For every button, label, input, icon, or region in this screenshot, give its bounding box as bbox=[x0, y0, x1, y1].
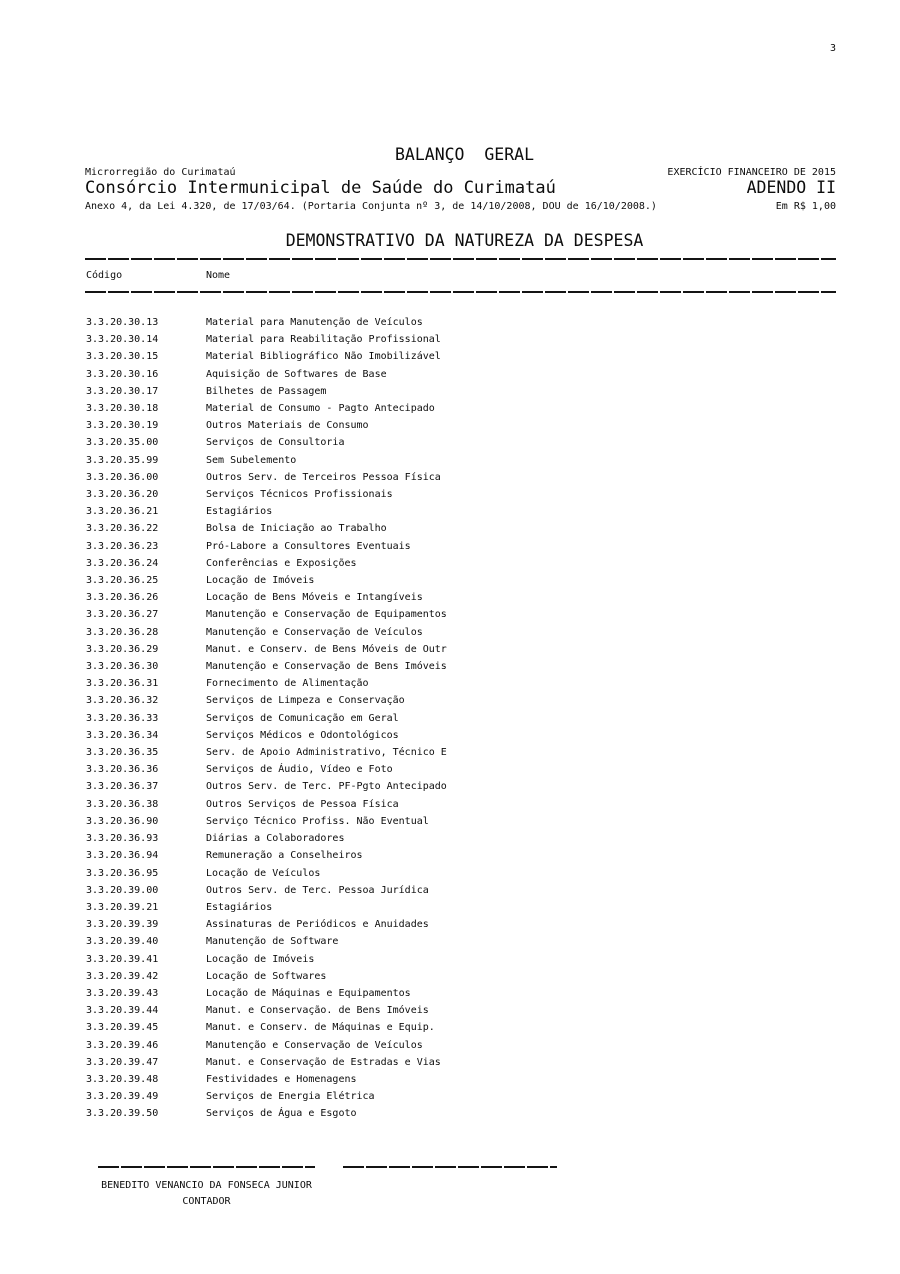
row-name: Manutenção e Conservação de Bens Imóveis bbox=[206, 661, 447, 673]
table-row bbox=[86, 916, 860, 933]
row-code: 3.3.20.30.16 bbox=[86, 368, 159, 380]
signature-line-right bbox=[343, 1166, 557, 1168]
table-row bbox=[86, 555, 860, 572]
table-row bbox=[86, 1105, 860, 1122]
row-code: 3.3.20.36.23 bbox=[86, 540, 159, 552]
row-name: Remuneração a Conselheiros bbox=[206, 850, 363, 862]
row-code: 3.3.20.39.41 bbox=[86, 953, 159, 965]
table-row bbox=[86, 348, 860, 365]
row-code: 3.3.20.36.38 bbox=[86, 798, 159, 810]
row-code: 3.3.20.39.47 bbox=[86, 1056, 159, 1068]
row-name: Locação de Imóveis bbox=[206, 575, 315, 587]
row-code: 3.3.20.39.44 bbox=[86, 1005, 159, 1017]
row-name: Locação de Imóveis bbox=[206, 953, 315, 965]
table-row bbox=[86, 503, 860, 520]
table-header-divider bbox=[85, 291, 836, 293]
table-row bbox=[86, 434, 860, 451]
table-row bbox=[86, 486, 860, 503]
table-row bbox=[86, 417, 860, 434]
row-name: Manut. e Conserv. de Máquinas e Equip. bbox=[206, 1022, 435, 1034]
row-name: Bilhetes de Passagem bbox=[206, 385, 327, 397]
document-title: BALANÇO GERAL bbox=[394, 145, 535, 164]
table-row bbox=[86, 1071, 860, 1088]
legal-reference: Anexo 4, da Lei 4.320, de 17/03/64. (Portaria Conjunta nº 3, de 14/10/2008, DOU de 16/10/2008.) bbox=[85, 201, 657, 212]
row-name: Bolsa de Iniciação ao Trabalho bbox=[206, 523, 387, 535]
row-name: Locação de Bens Móveis e Intangíveis bbox=[206, 592, 423, 604]
row-code: 3.3.20.36.95 bbox=[86, 867, 159, 879]
row-name: Diárias a Colaboradores bbox=[206, 833, 345, 845]
row-code: 3.3.20.36.25 bbox=[86, 575, 159, 587]
table-row bbox=[86, 761, 860, 778]
row-code: 3.3.20.36.90 bbox=[86, 815, 159, 827]
table-row bbox=[86, 727, 860, 744]
row-name: Manut. e Conservação. de Bens Imóveis bbox=[206, 1005, 429, 1017]
table-row bbox=[86, 538, 860, 555]
row-name: Serviços Técnicos Profissionais bbox=[206, 489, 393, 501]
row-code: 3.3.20.39.40 bbox=[86, 936, 159, 948]
table-row bbox=[86, 520, 860, 537]
row-name: Material para Reabilitação Profissional bbox=[206, 334, 441, 346]
table-row bbox=[86, 452, 860, 469]
row-name: Serviços de Áudio, Vídeo e Foto bbox=[206, 764, 393, 776]
row-name: Serviço Técnico Profiss. Não Eventual bbox=[206, 815, 429, 827]
row-code: 3.3.20.39.39 bbox=[86, 919, 159, 931]
row-name: Fornecimento de Alimentação bbox=[206, 678, 369, 690]
row-name: Estagiários bbox=[206, 506, 273, 518]
row-code: 3.3.20.30.13 bbox=[86, 317, 159, 328]
entity-name: Consórcio Intermunicipal de Saúde do Curimataú bbox=[85, 178, 556, 198]
row-name: Material de Consumo - Pagto Antecipado bbox=[206, 403, 435, 415]
row-code: 3.3.20.35.00 bbox=[86, 437, 159, 449]
table-row bbox=[86, 813, 860, 830]
table-row bbox=[86, 847, 860, 864]
row-code: 3.3.20.36.32 bbox=[86, 695, 159, 707]
table-row bbox=[86, 314, 860, 331]
row-name: Festividades e Homenagens bbox=[206, 1073, 357, 1085]
page-number: 3 bbox=[829, 43, 836, 54]
row-code: 3.3.20.39.48 bbox=[86, 1073, 159, 1085]
row-code: 3.3.20.39.00 bbox=[86, 884, 159, 896]
row-name: Locação de Máquinas e Equipamentos bbox=[206, 987, 411, 999]
signatory-name: BENEDITO VENANCIO DA FONSECA JUNIOR bbox=[101, 1180, 312, 1191]
table-row bbox=[86, 1002, 860, 1019]
table-row bbox=[86, 366, 860, 383]
row-code: 3.3.20.39.21 bbox=[86, 901, 159, 913]
row-name: Serviços de Energia Elétrica bbox=[206, 1091, 375, 1103]
table-row bbox=[86, 1019, 860, 1036]
table-row bbox=[86, 383, 860, 400]
row-name: Pró-Labore a Consultores Eventuais bbox=[206, 540, 411, 552]
row-code: 3.3.20.36.24 bbox=[86, 557, 159, 569]
table-row bbox=[86, 865, 860, 882]
table-top-divider bbox=[85, 258, 836, 260]
row-code: 3.3.20.36.94 bbox=[86, 850, 159, 862]
row-code: 3.3.20.36.00 bbox=[86, 471, 159, 483]
table-row bbox=[86, 882, 860, 899]
row-name: Serviços de Consultoria bbox=[206, 437, 345, 449]
row-name: Manutenção e Conservação de Veículos bbox=[206, 626, 423, 638]
row-code: 3.3.20.39.46 bbox=[86, 1039, 159, 1051]
column-header-name: Nome bbox=[206, 270, 231, 281]
table-row bbox=[86, 968, 860, 985]
row-code: 3.3.20.39.45 bbox=[86, 1022, 159, 1034]
region-name: Microrregião do Curimataú bbox=[85, 167, 236, 178]
row-code: 3.3.20.36.27 bbox=[86, 609, 159, 621]
table-rows bbox=[86, 314, 860, 1123]
row-name: Estagiários bbox=[206, 901, 273, 913]
table-row bbox=[86, 331, 860, 348]
table-row bbox=[86, 589, 860, 606]
table-row bbox=[86, 606, 860, 623]
row-code: 3.3.20.36.37 bbox=[86, 781, 159, 793]
row-name: Serviços de Comunicação em Geral bbox=[206, 712, 399, 724]
row-code: 3.3.20.36.36 bbox=[86, 764, 159, 776]
row-name: Manut. e Conserv. de Bens Móveis de Outr bbox=[206, 643, 447, 655]
table-row bbox=[86, 830, 860, 847]
row-code: 3.3.20.39.50 bbox=[86, 1108, 159, 1120]
row-code: 3.3.20.36.22 bbox=[86, 523, 159, 535]
row-name: Sem Subelemento bbox=[206, 454, 297, 466]
row-name: Locação de Veículos bbox=[206, 867, 321, 879]
row-code: 3.3.20.36.30 bbox=[86, 661, 159, 673]
row-code: 3.3.20.36.34 bbox=[86, 729, 159, 741]
row-name: Conferências e Exposições bbox=[206, 557, 357, 569]
row-name: Material para Manutenção de Veículos bbox=[206, 317, 423, 328]
table-row bbox=[86, 1054, 860, 1071]
row-code: 3.3.20.30.18 bbox=[86, 403, 159, 415]
row-code: 3.3.20.30.14 bbox=[86, 334, 159, 346]
row-name: Serviços Médicos e Odontológicos bbox=[206, 729, 399, 741]
row-name: Material Bibliográfico Não Imobilizável bbox=[206, 351, 441, 363]
row-name: Outros Serv. de Terc. PF-Pgto Antecipado bbox=[206, 781, 447, 793]
row-code: 3.3.20.36.31 bbox=[86, 678, 159, 690]
table-row bbox=[86, 778, 860, 795]
column-header-code: Código bbox=[86, 270, 123, 281]
row-code: 3.3.20.36.28 bbox=[86, 626, 159, 638]
row-code: 3.3.20.36.29 bbox=[86, 643, 159, 655]
table-row bbox=[86, 951, 860, 968]
table-row bbox=[86, 400, 860, 417]
table-row bbox=[86, 641, 860, 658]
row-name: Manut. e Conservação de Estradas e Vias bbox=[206, 1056, 441, 1068]
section-title: DEMONSTRATIVO DA NATUREZA DA DESPESA bbox=[285, 231, 644, 250]
table-row bbox=[86, 710, 860, 727]
row-code: 3.3.20.36.21 bbox=[86, 506, 159, 518]
table-row bbox=[86, 572, 860, 589]
row-code: 3.3.20.36.33 bbox=[86, 712, 159, 724]
signatory-role: CONTADOR bbox=[182, 1196, 231, 1207]
row-name: Serviços de Água e Esgoto bbox=[206, 1108, 357, 1120]
table-row bbox=[86, 1037, 860, 1054]
row-name: Serv. de Apoio Administrativo, Técnico E bbox=[206, 747, 447, 759]
table-row bbox=[86, 985, 860, 1002]
row-name: Assinaturas de Periódicos e Anuidades bbox=[206, 919, 429, 931]
table-row bbox=[86, 624, 860, 641]
row-code: 3.3.20.30.19 bbox=[86, 420, 159, 432]
row-name: Aquisição de Softwares de Base bbox=[206, 368, 387, 380]
row-name: Manutenção e Conservação de Equipamentos bbox=[206, 609, 447, 621]
table-row bbox=[86, 658, 860, 675]
table-row bbox=[86, 796, 860, 813]
table-row bbox=[86, 744, 860, 761]
row-name: Outros Serviços de Pessoa Física bbox=[206, 798, 399, 810]
row-name: Outros Materiais de Consumo bbox=[206, 420, 369, 432]
row-code: 3.3.20.35.99 bbox=[86, 454, 159, 466]
row-code: 3.3.20.39.42 bbox=[86, 970, 159, 982]
table-row bbox=[86, 675, 860, 692]
row-code: 3.3.20.39.43 bbox=[86, 987, 159, 999]
row-code: 3.3.20.30.15 bbox=[86, 351, 159, 363]
signature-line-left bbox=[98, 1166, 315, 1168]
row-name: Serviços de Limpeza e Conservação bbox=[206, 695, 405, 707]
row-code: 3.3.20.36.26 bbox=[86, 592, 159, 604]
table-row bbox=[86, 1088, 860, 1105]
row-code: 3.3.20.36.35 bbox=[86, 747, 159, 759]
table-row bbox=[86, 899, 860, 916]
row-name: Outros Serv. de Terc. Pessoa Jurídica bbox=[206, 884, 429, 896]
row-code: 3.3.20.36.93 bbox=[86, 833, 159, 845]
row-name: Manutenção e Conservação de Veículos bbox=[206, 1039, 423, 1051]
row-code: 3.3.20.36.20 bbox=[86, 489, 159, 501]
table-row bbox=[86, 692, 860, 709]
row-code: 3.3.20.30.17 bbox=[86, 385, 159, 397]
row-name: Outros Serv. de Terceiros Pessoa Física bbox=[206, 471, 441, 483]
currency-note: Em R$ 1,00 bbox=[775, 201, 836, 212]
row-name: Locação de Softwares bbox=[206, 970, 327, 982]
table-row bbox=[86, 469, 860, 486]
row-name: Manutenção de Software bbox=[206, 936, 339, 948]
addendum-label: ADENDO II bbox=[746, 178, 836, 197]
table-row bbox=[86, 933, 860, 950]
row-code: 3.3.20.39.49 bbox=[86, 1091, 159, 1103]
fiscal-year-label: EXERCÍCIO FINANCEIRO DE 2015 bbox=[667, 167, 836, 178]
